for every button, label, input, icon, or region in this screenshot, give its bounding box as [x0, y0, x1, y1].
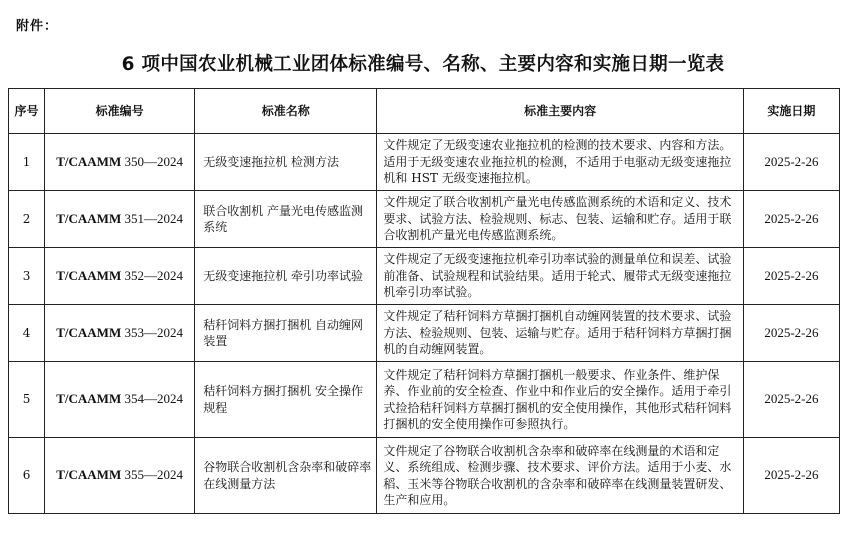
header-date: 实施日期: [743, 89, 839, 134]
row-seq: 3: [9, 248, 45, 305]
row-code: [45, 362, 195, 438]
table-row: [9, 438, 840, 514]
row-content: 文件规定了无级变速拖拉机牵引功率试验的测量单位和误差、试验前准备、试验规程和试验结果。适用于轮式、履带式无级变速拖拉机牵引功率试验。: [377, 248, 743, 305]
code-prefix: T/CAAMM: [56, 210, 122, 226]
row-code: [45, 191, 195, 248]
code-number: 350—2024: [121, 153, 183, 169]
standards-table: [8, 88, 840, 514]
row-content: 文件规定了秸秆饲料方草捆打捆机自动缠网装置的技术要求、试验方法、检验规则、包装、运输与贮存。适用于秸秆饲料方草捆打捆机的自动缠网装置。: [377, 305, 743, 362]
row-content: 文件规定了谷物联合收割机含杂率和破碎率在线测量的术语和定义、系统组成、检测步骤、技术要求、评价方法。适用于小麦、水稻、玉米等谷物联合收割机的含杂率和破碎率在线测量装置研发、生产和应用。: [377, 438, 743, 514]
header-code: 标准编号: [45, 89, 195, 134]
header-content: 标准主要内容: [377, 89, 743, 134]
code-number: 354—2024: [121, 391, 183, 407]
code-number: 352—2024: [121, 267, 183, 283]
row-code: [45, 134, 195, 191]
row-date: 2025-2-26: [743, 248, 839, 305]
attachment-label: 附件：: [16, 19, 59, 34]
row-seq: 6: [9, 438, 45, 514]
header-seq: 序号: [9, 89, 45, 134]
code-prefix: T/CAAMM: [56, 267, 122, 283]
row-date: 2025-2-26: [743, 362, 839, 438]
row-name: 秸秆饲料方捆打捆机 自动缠网装置: [195, 305, 377, 362]
code-number: 353—2024: [121, 324, 183, 340]
row-seq: 1: [9, 134, 45, 191]
row-seq: 5: [9, 362, 45, 438]
row-content: 文件规定了联合收割机产量光电传感监测系统的术语和定义、技术要求、试验方法、检验规则、标志、包装、运输和贮存。适用于联合收割机产量光电传感监测系统。: [377, 191, 743, 248]
table-row: [9, 191, 840, 248]
table-row: [9, 362, 840, 438]
row-code: [45, 438, 195, 514]
table-row: [9, 305, 840, 362]
row-code: [45, 305, 195, 362]
row-date: 2025-2-26: [743, 191, 839, 248]
row-name: 秸秆饲料方捆打捆机 安全操作规程: [195, 362, 377, 438]
row-name: 无级变速拖拉机 检测方法: [195, 134, 377, 191]
row-date: 2025-2-26: [743, 305, 839, 362]
header-name: 标准名称: [195, 89, 377, 134]
code-number: 355—2024: [121, 467, 183, 483]
code-prefix: T/CAAMM: [56, 153, 122, 169]
row-name: 联合收割机 产量光电传感监测系统: [195, 191, 377, 248]
table-header-row: [9, 89, 840, 134]
row-seq: 2: [9, 191, 45, 248]
row-seq: 4: [9, 305, 45, 362]
row-code: [45, 248, 195, 305]
code-number: 351—2024: [121, 210, 183, 226]
code-prefix: T/CAAMM: [56, 391, 122, 407]
table-row: [9, 134, 840, 191]
row-content: 文件规定了无级变速农业拖拉机的检测的技术要求、内容和方法。适用于无级变速农业拖拉机的检测，不适用于电驱动无级变速拖拉机和 HST 无级变速拖拉机。: [377, 134, 743, 191]
row-name: 谷物联合收割机含杂率和破碎率在线测量方法: [195, 438, 377, 514]
table-row: [9, 248, 840, 305]
row-content: 文件规定了秸秆饲料方草捆打捆机一般要求、作业条件、维护保养、作业前的安全检查、作业中和作业后的安全操作。适用于牵引式捡拾秸秆饲料方草捆打捆机的安全使用操作，其他形式秸秆饲料打捆机的安全使用操作可参照执行。: [377, 362, 743, 438]
code-prefix: T/CAAMM: [56, 324, 122, 340]
code-prefix: T/CAAMM: [56, 467, 122, 483]
row-date: 2025-2-26: [743, 134, 839, 191]
row-name: 无级变速拖拉机 牵引功率试验: [195, 248, 377, 305]
row-date: 2025-2-26: [743, 438, 839, 514]
page-title: 6 项中国农业机械工业团体标准编号、名称、主要内容和实施日期一览表: [121, 54, 725, 75]
